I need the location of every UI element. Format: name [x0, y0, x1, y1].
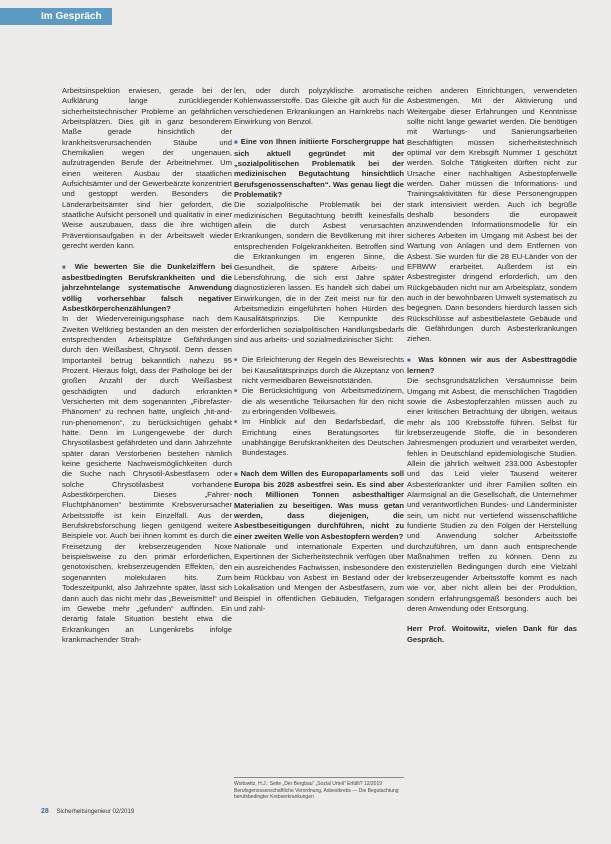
- interview-question: ■ Nach dem Willen des Europaparlaments soll Europa bis 2028 asbestfrei sein. Es sind aber noch Millionen Tonnen asbesthaltiger Materialien zu beseitigen. Was muss getan werden, dass diejenigen, die Asbestbeseitigungen durchführen, nicht zu einer zweiten Welle von Asbestopfern werden?: [234, 469, 404, 542]
- body-paragraph: Die sozialpolitische Problematik bei der medizinischen Begutachtung betrifft keinesfalls allein die durch Asbest verursachten Erkrankungen, sondern die Bevölkerung mit ihrer entsprechenden Folgekrankheiten. Betroffen sind die Erkrankungen im engeren Sinne, die Gesundheit, die spätere Arbeits- und Lebensführung, die sich erst Jahre später diagnostizieren lassen. Es handelt sich dabei um Einwirkungen, die in der Zeit meist nur für den Arbeitsmedizin eingeführten hohen Hürden des Kausalitätsprinzips. Die Kernpunkte des erforderlichen sozialpolitischen Handlungsbedarfs sind aus arbeits- und sozialmedizinischer Sicht:: [234, 200, 404, 344]
- closing-line: Herr Prof. Woitowitz, vielen Dank für das Gespräch.: [407, 624, 577, 644]
- bullet-item: ■ Im Hinblick auf den Bedarfsbedarf, die Errichtung eines Beratungsortes für unabhängige Berufskrankheiten des Deutschen Bundestages.: [234, 417, 404, 458]
- bullet-item: ■ Die Berücksichtigung von Arbeitsmedizinern, die als wesentliche Teilursachen für den nicht zu erbringenden Vollbeweis.: [234, 386, 404, 417]
- text-column-3: [407, 86, 577, 655]
- footnote: Woitowitz, H.J.: Seite „Der Bergbau“ „Sozial Urteil“ Erfüllt? 12/2019 Berufsgenossenschaftliche Verordnung, Asbestkrebs — Die Begutachtung berufsbedingter Krebserkrankungen: [234, 777, 404, 801]
- interview-question: ■ Eine von Ihnen initiierte Forschergruppe hat sich aktuell gegründet mit der „sozialpolitischen Problematik bei der medizinischen Begutachtung hinsichtlich Berufsgenossenschaften“. Was genau liegt die Problematik?: [234, 137, 404, 200]
- body-paragraph: reichen anderen Einrichtungen, verwendeten Asbestmengen. Mit der Aktivierung und Weitergabe dieser Erfahrungen und Kenntnisse sollte nicht lange gewartet werden. Die benötigen mit Wartungs- und Sanierungsarbeiten Beschäftigten müssen sicherheitstechnisch optimal vor dem Krebsgift Nummer 1 geschützt werden. Solche Tätigkeiten dürften nicht zur Ursache einer nachhaltigen Asbestopferwelle werden. Daher müssen die Informations- und Trainingsaktivitäten für diese Personengruppen stark intensiviert werden. Auch ich begrüße deshalb besonders die europaweit anzuwendenden Informationsmodelle für ein sicheres Arbeiten im Umgang mit Asbest bei der Wartung von Anlagen und dem Entfernen von Asbest. Sie wurden für die 28 EU-Länder von der EFBWW erarbeitet. Außerdem ist ein Asbestregister dringend erforderlich, um den Rückgebäuden nicht nur am Arbeitsplatz, sondern auch in der bewohnbaren Umwelt systematisch zu begegnen. Dann besonders hierdurch lassen sich Rückschlüsse auf asbestbelastete Gebäude und die Gefährdungen durch Asbesterkrankungen ziehen.: [407, 86, 577, 344]
- text-column-1: [62, 86, 232, 655]
- section-tag: Im Gespräch: [0, 8, 112, 25]
- body-paragraph: Arbeitsinspektion erwiesen, gerade bei der Aufklärung lange zurückliegender sicherheitstechnischer Probleme an gefährlichen Arbeitsplätzen. Dies gilt in ganz besonderem Maße gerade hinsichtlich der krankheitsverursachenden Stäube und Chemikalien wegen der ungenauen, aufzutragenden Berufe der Arbeitnehmer. Um einen weiteren Ausbau der staatlichen Aufsichtsämter und der Gewerbeärzte konzentriert und gestoppt werden. Besonders die Länderarbeitsämter sind hier gefordert, die staatliche Aufsicht personell und qualitativ in einer Weise auszubauen, dass die ihre wichtigen Präventionsaufgaben in der Arbeitswelt wieder gerecht werden kann.: [62, 86, 232, 251]
- page-footer: [41, 808, 134, 815]
- page-number: 28: [41, 808, 49, 815]
- interview-question: ■ Was können wir aus der Asbesttragödie lernen?: [407, 355, 577, 377]
- bullet-item: ■ Die Erleichterung der Regeln des Beweisrechts bei Kausalitätsprinzips durch die Akzeptanz von nicht vermeidbaren Beweisnotständen.: [234, 355, 404, 386]
- interview-question: ■ Wie bewerten Sie die Dunkelziffern bei asbestbedingten Berufskrankheiten und die jahrzehntelange systematische Anwendung völlig vorhersehbar falsch negativer Asbestkörperchenzählungen?: [62, 262, 232, 315]
- body-paragraph: len, oder durch polyzyklische aromatische Kohlenwasserstoffe. Das Gleiche gilt auch für die verschiedenen Erkrankungen an Harnkrebs nach Einwirkung von Benzol.: [234, 86, 404, 127]
- journal-name: Sicherheitsingenieur 02/2019: [56, 809, 135, 815]
- body-paragraph: In der Wiedervereinigungsphase nach dem Zweiten Weltkrieg bestanden an den meisten der entsprechenden Arbeitsplätze Gefährdungen durch den Weißasbest, Chrysotil. Denn dessen Importanteil betrug bekanntlich nahezu 95 Prozent. Hieraus folgt, dass der Pathologe bei der großen Anzahl der durch Weißasbest geschädigten und dadurch erkrankten Versicherten mit dem sogenannten „Fibrefaster-Phänomen“ zu rechnen hatte, ungleich „hit-and-run-phenomenon“, zu berücksichtigen gehabt hätte. Denn im Lungengewebe der durch Chrysotilasbest gefährdeten und dann Jahrzehnte später daran Verstorbenen bestehen nämlich keine gesicherte Nachweismöglichkeiten durch die Suche nach Chrysotil-Asbestfasern oder solche Chrysotilasbest vorhandene Asbestkörperchen. Dieses „Fahrer-Fluchtphänomen“ bestimmte Krebsverursacher Arbeitsstoffe ist kein Einzelfall. Aus der Berufskrebsforschung liegen genügend weitere Beispiele vor. Auch bei ihnen kommt es durch die Freisetzung der krebserzeugenden Noxe beispielsweise zu den primär erforderlichen, genotoxischen, krebserzeugenden Effekten, den sogenannten molekularen hits. Zum Todeszeitpunkt, also Jahrzehnte später, lässt sich dann auch das nicht mehr das „Beweismittel“ und im Gewebe mehr „gefunden“ auffinden. Ein derartig fatale Situation besteht etwa die Erkrankungen an Lungenkrebs infolge krankmachender Strah-: [62, 314, 232, 644]
- body-paragraph: Die sechsgrundsätzlichen Versäumnisse beim Umgang mit Asbest, die menschlichen Tragödien sowie die Asbestopferzahlen müssen auch zu einer kritischen Betrachtung der übrigen, weitaus mehr als 100 Krebsstoffe führen. Selbst für krebserzeugende Stoffe, die in besonderen Jahresmengen produziert und verarbeitet werden, fehlen in Deutschland epidemiologische Studien. Allein die jährlich weltweit 233.000 Asbestopfer und das Leid vieler Tausend weiterer Asbesterkrankter und ihrer Familien sollten ein Alarmsignal an die Gesellschaft, die Unternehmer und verantwortlichen Bundes- und Länderminister sein, um nicht nur vertiefend wissenschaftliche fundierte Studien zu den Folgen der Herstellung und Anwendung solcher Arbeitsstoffe durchzuführen, um dann auch entsprechende Maßnahmen treffen zu können. Denn zu existenziellen Bedingungen durch eine Vielzahl krebserzeugender Arbeitsstoffe kommt es nach wie vor, aber nicht allein bei der Produktion, sondern erfahrungsgemäß besonders auch bei deren Anwendung oder Entsorgung.: [407, 376, 577, 613]
- text-column-2: [234, 86, 404, 625]
- body-paragraph: Nationale und internationale Experten und Expertinnen der Sicherheitstechnik verfügen über ein ausreichendes Fachwissen, insbesondere den beim Rückbau von Asbest im Bestand oder der Lokalisation und Mengen der Asbestfasern, zum Beispiel in öffentlichen Gebäuden, Tiefgaragen und zahl-: [234, 542, 404, 614]
- bullet-list: [234, 355, 404, 458]
